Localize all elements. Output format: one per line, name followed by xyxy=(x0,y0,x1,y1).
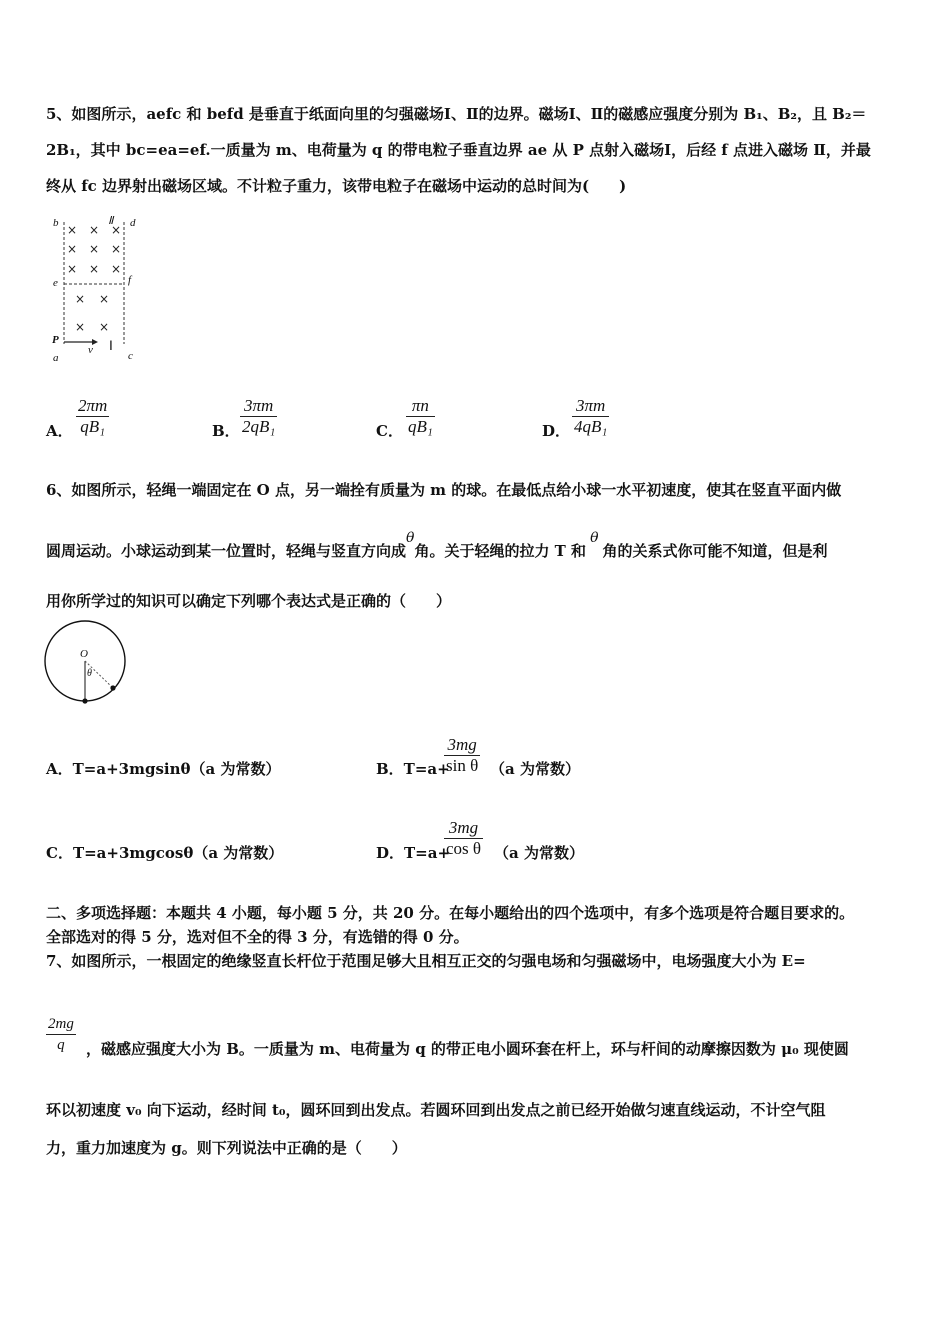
q5-option-d-fraction xyxy=(572,396,609,437)
q7-frac-den: q xyxy=(57,1037,65,1053)
q6-option-b-post: （a 为常数） xyxy=(490,760,580,778)
q6-line-2b: 角。关于轻绳的拉力 T 和 xyxy=(414,542,587,560)
q5-label-v: v xyxy=(88,344,93,356)
q5-option-b-den: 2qB₁ xyxy=(242,417,276,436)
q5-line-2: 2B₁，其中 bc=ea=ef.一质量为 m、电荷量为 q 的带电粒子垂直边界 ae 从 P 点射入磁场Ⅰ，后经 f 点进入磁场 Ⅱ，并最 xyxy=(46,141,871,159)
q6-label-theta: θ xyxy=(87,668,92,679)
q5-option-b-label: B． xyxy=(212,422,240,440)
q5-line-1: 5、如图所示，aefc 和 befd 是垂直于纸面向里的匀强磁场Ⅰ、Ⅱ的边界。磁场Ⅰ、Ⅱ的磁感应强度分别为 B₁、B₂，且 B₂＝ xyxy=(46,105,867,123)
q5-label-f: f xyxy=(128,274,132,286)
q6-option-b-num: 3mg xyxy=(444,735,480,756)
q6-line-2c: 角的关系式你可能不知道，但是利 xyxy=(602,542,828,560)
field-cross: × xyxy=(89,223,100,237)
field-cross: × xyxy=(111,262,122,276)
q5-label-a: a xyxy=(53,352,59,364)
q5-option-c-den: qB₁ xyxy=(408,417,433,436)
q5-option-d-den: 4qB₁ xyxy=(574,417,608,436)
q5-option-c-label: C． xyxy=(376,422,403,440)
q5-label-e: e xyxy=(53,277,58,289)
section2-line-2: 全部选对的得 5 分，选对但不全的得 3 分，有选错的得 0 分。 xyxy=(46,928,469,946)
q6-option-b-den: sin θ xyxy=(446,756,479,775)
q6-circle-figure xyxy=(42,618,132,708)
q7-line-2: ，磁感应强度大小为 B。一质量为 m、电荷量为 q 的带正电小圆环套在杆上，环与杆间的动摩擦因数为 μ₀ 现使圆 xyxy=(86,1040,849,1058)
q6-theta-2: θ xyxy=(590,530,599,546)
q5-label-d: d xyxy=(130,217,136,229)
q5-option-d-label: D． xyxy=(542,422,571,440)
q6-line-2a: 圆周运动。小球运动到某一位置时，轻绳与竖直方向成 xyxy=(46,542,407,560)
q6-option-d-pre: D．T=a+ xyxy=(376,844,451,862)
q6-option-d-post: （a 为常数） xyxy=(494,844,584,862)
field-cross: × xyxy=(67,262,78,276)
q7-line-3: 环以初速度 v₀ 向下运动，经时间 t₀，圆环回到出发点。若圆环回到出发点之前已经开始做匀速直线运动，不计空气阻 xyxy=(46,1101,826,1119)
q6-theta-1: θ xyxy=(406,530,415,546)
q6-line-3: 用你所学过的知识可以确定下列哪个表达式是正确的（ ） xyxy=(46,592,452,610)
field-cross: × xyxy=(67,223,78,237)
q6-line-1: 6、如图所示，轻绳一端固定在 O 点，另一端拴有质量为 m 的球。在最低点给小球一水平初速度，使其在竖直平面内做 xyxy=(46,481,842,499)
q6-option-b-fraction xyxy=(444,735,480,776)
q5-option-a-den: qB₁ xyxy=(80,417,106,436)
field-cross: × xyxy=(67,242,78,256)
q6-option-c: C．T=a+3mgcosθ（a 为常数） xyxy=(46,844,284,862)
q6-option-b-pre: B．T=a+ xyxy=(376,760,450,778)
q5-option-a-label: A． xyxy=(46,422,73,440)
q5-option-a-num: 2πm xyxy=(78,396,108,415)
q7-frac-num: 2mg xyxy=(46,1014,76,1035)
q5-label-region-2: Ⅱ xyxy=(108,215,114,227)
q5-magnetic-field-figure xyxy=(46,212,146,372)
field-cross: × xyxy=(89,262,100,276)
field-cross: × xyxy=(111,242,122,256)
q5-option-b-num: 3πm xyxy=(240,396,277,417)
q6-option-d-den: cos θ xyxy=(446,839,482,858)
q6-label-O: O xyxy=(80,648,88,660)
q5-option-d-num: 3πm xyxy=(572,396,609,417)
field-cross: × xyxy=(89,242,100,256)
q5-label-c: c xyxy=(128,350,133,362)
q6-option-a: A．T=a+3mgsinθ（a 为常数） xyxy=(46,760,281,778)
q5-option-c-fraction xyxy=(406,396,435,437)
field-cross: × xyxy=(99,320,110,334)
field-cross: × xyxy=(75,320,86,334)
q6-option-d-fraction xyxy=(444,818,483,859)
q5-label-b: b xyxy=(53,217,59,229)
q5-option-b-fraction xyxy=(240,396,277,437)
field-cross: × xyxy=(111,223,122,237)
field-cross: × xyxy=(75,292,86,306)
q5-line-3: 终从 fc 边界射出磁场区域。不计粒子重力，该带电粒子在磁场中运动的总时间为( ) xyxy=(46,177,627,195)
q6-line-2 xyxy=(46,530,828,562)
q7-line-1: 7、如图所示，一根固定的绝缘竖直长杆位于范围足够大且相互正交的匀强电场和匀强磁场中，电场强度大小为 E= xyxy=(46,952,806,970)
q5-option-c-num: πn xyxy=(406,396,435,417)
q5-label-region-1: Ⅰ xyxy=(109,338,113,353)
q7-line-4: 力，重力加速度为 g。则下列说法中正确的是（ ） xyxy=(46,1139,407,1157)
field-cross: × xyxy=(99,292,110,306)
q5-label-P: P xyxy=(52,334,59,346)
section2-line-1: 二、多项选择题：本题共 4 小题，每小题 5 分，共 20 分。在每小题给出的四个选项中，有多个选项是符合题目要求的。 xyxy=(46,904,855,922)
q5-option-a-fraction xyxy=(76,396,109,437)
q6-circle-drawing xyxy=(42,618,132,708)
q7-field-fraction xyxy=(46,1014,76,1055)
q6-option-d-num: 3mg xyxy=(444,818,483,839)
